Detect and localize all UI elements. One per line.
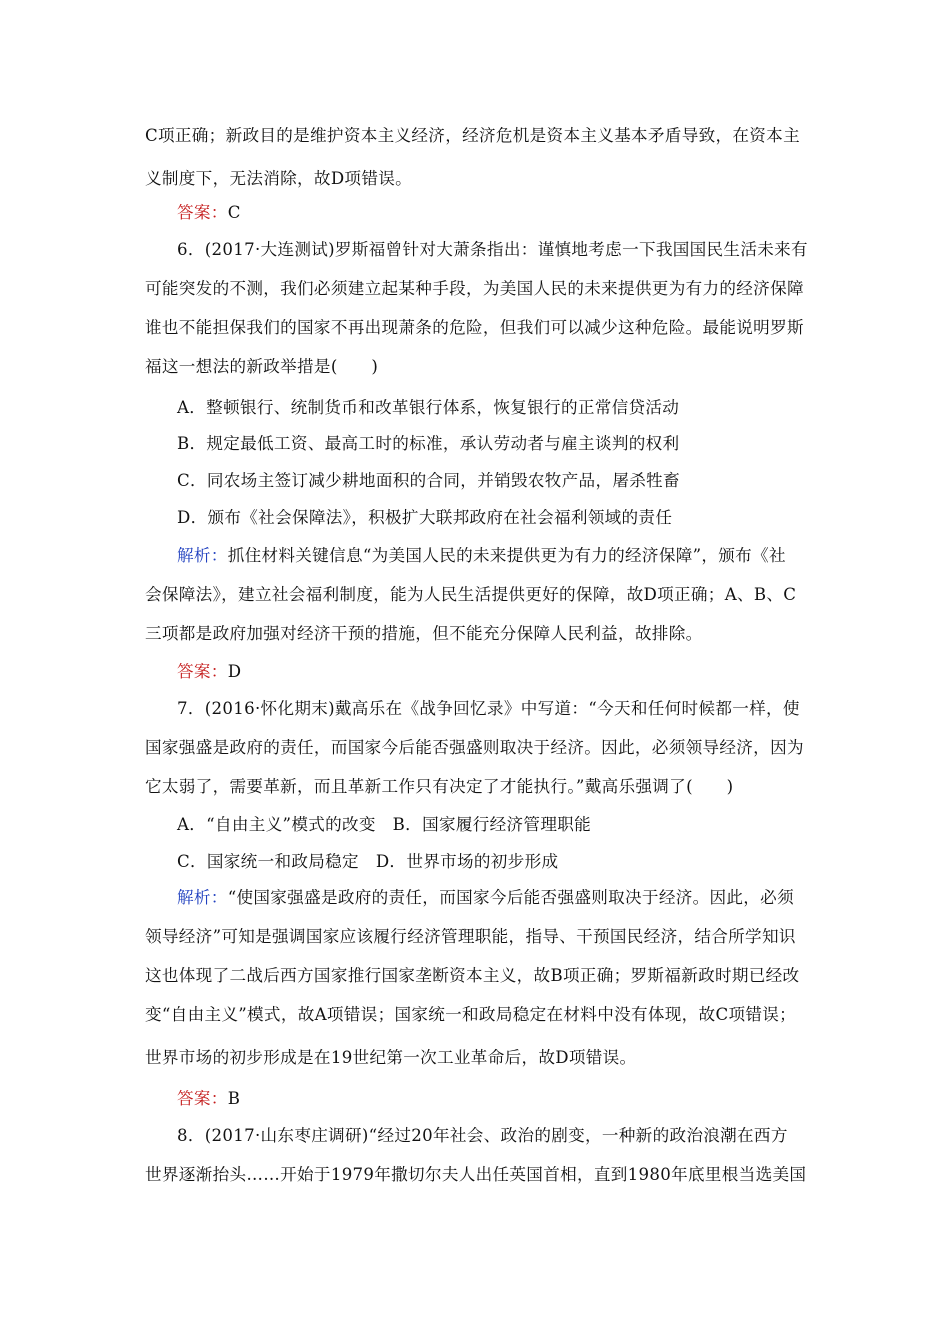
q7-stem-line: 7．(2016·怀化期末)戴高乐在《战争回忆录》中写道：“今天和任何时候都一样，使 bbox=[177, 699, 800, 718]
q6-stem-line: 6．(2017·大连测试)罗斯福曾针对大萧条指出：谨慎地考虑一下我国国民生活未来有 bbox=[177, 240, 808, 259]
answer-value: C bbox=[227, 203, 241, 222]
q6-option-d: D．颁布《社会保障法》，积极扩大联邦政府在社会福利领域的责任 bbox=[177, 508, 673, 527]
q6-explanation-line: 会保障法》，建立社会福利制度，能为人民生活提供更好的保障，故D项正确；A、B、C bbox=[145, 585, 797, 604]
q6-stem-line: 谁也不能担保我们的国家不再出现萧条的危险，但我们可以减少这种危险。最能说明罗斯 bbox=[145, 318, 804, 337]
q6-answer bbox=[177, 662, 842, 682]
q7-explanation-line: 变“自由主义”模式，故A项错误；国家统一和政局稳定在材料中没有体现，故C项错误； bbox=[145, 1005, 797, 1024]
q6-explanation-line: 三项都是政府加强对经济干预的措施，但不能充分保障人民利益，故排除。 bbox=[145, 624, 703, 643]
q7-options-cd: C．国家统一和政局稳定 D．世界市场的初步形成 bbox=[177, 852, 559, 871]
answer-value: B bbox=[227, 1089, 241, 1108]
explanation-label: 解析： bbox=[177, 888, 228, 907]
q6-stem-line: 福这一想法的新政举措是( ) bbox=[145, 357, 379, 376]
q6-option-a: A．整顿银行、统制货币和改革银行体系，恢复银行的正常信贷活动 bbox=[177, 398, 680, 417]
q7-answer bbox=[177, 1089, 842, 1109]
q5-explanation-line: C项正确；新政目的是维护资本主义经济，经济危机是资本主义基本矛盾导致，在资本主 bbox=[145, 126, 800, 145]
q6-explanation-first bbox=[177, 546, 842, 566]
q7-explanation-line: 领导经济”可知是强调国家应该履行经济管理职能，指导、干预国民经济，结合所学知识 bbox=[145, 927, 796, 946]
answer-label: 答案： bbox=[177, 203, 228, 222]
q7-stem-line: 国家强盛是政府的责任，而国家今后能否强盛则取决于经济。因此，必须领导经济，因为 bbox=[145, 738, 804, 757]
answer-label: 答案： bbox=[177, 1089, 228, 1108]
q6-option-b: B．规定最低工资、最高工时的标准，承认劳动者与雇主谈判的权利 bbox=[177, 434, 680, 453]
q6-stem-line: 可能突发的不测，我们必须建立起某种手段，为美国人民的未来提供更为有力的经济保障 bbox=[145, 279, 804, 298]
q7-stem-line: 它太弱了，需要革新，而且革新工作只有决定了才能执行。”戴高乐强调了( ) bbox=[145, 777, 734, 796]
answer-value: D bbox=[227, 662, 242, 681]
explanation-text: “使国家强盛是政府的责任，而国家今后能否强盛则取决于经济。因此，必须 bbox=[227, 888, 794, 907]
q7-explanation-first bbox=[177, 888, 842, 908]
answer-label: 答案： bbox=[177, 662, 228, 681]
q7-options-ab: A．“自由主义”模式的改变 B．国家履行经济管理职能 bbox=[177, 815, 592, 834]
q7-explanation-line: 这也体现了二战后西方国家推行国家垄断资本主义，故B项正确；罗斯福新政时期已经改 bbox=[145, 966, 800, 985]
q5-answer bbox=[177, 203, 842, 223]
q8-stem-line: 世界逐渐抬头……开始于1979年撒切尔夫人出任英国首相，直到1980年底里根当选美国 bbox=[145, 1165, 807, 1184]
explanation-label: 解析： bbox=[177, 546, 228, 565]
q8-stem-line: 8．(2017·山东枣庄调研)“经过20年社会、政治的剧变，一种新的政治浪潮在西方 bbox=[177, 1126, 788, 1145]
q7-explanation-line: 世界市场的初步形成是在19世纪第一次工业革命后，故D项错误。 bbox=[145, 1048, 637, 1067]
q5-explanation-line: 义制度下，无法消除，故D项错误。 bbox=[145, 169, 413, 188]
q6-option-c: C．同农场主签订减少耕地面积的合同，并销毁农牧产品，屠杀牲畜 bbox=[177, 471, 680, 490]
explanation-text: 抓住材料关键信息“为美国人民的未来提供更为有力的经济保障”，颁布《社 bbox=[227, 546, 786, 565]
